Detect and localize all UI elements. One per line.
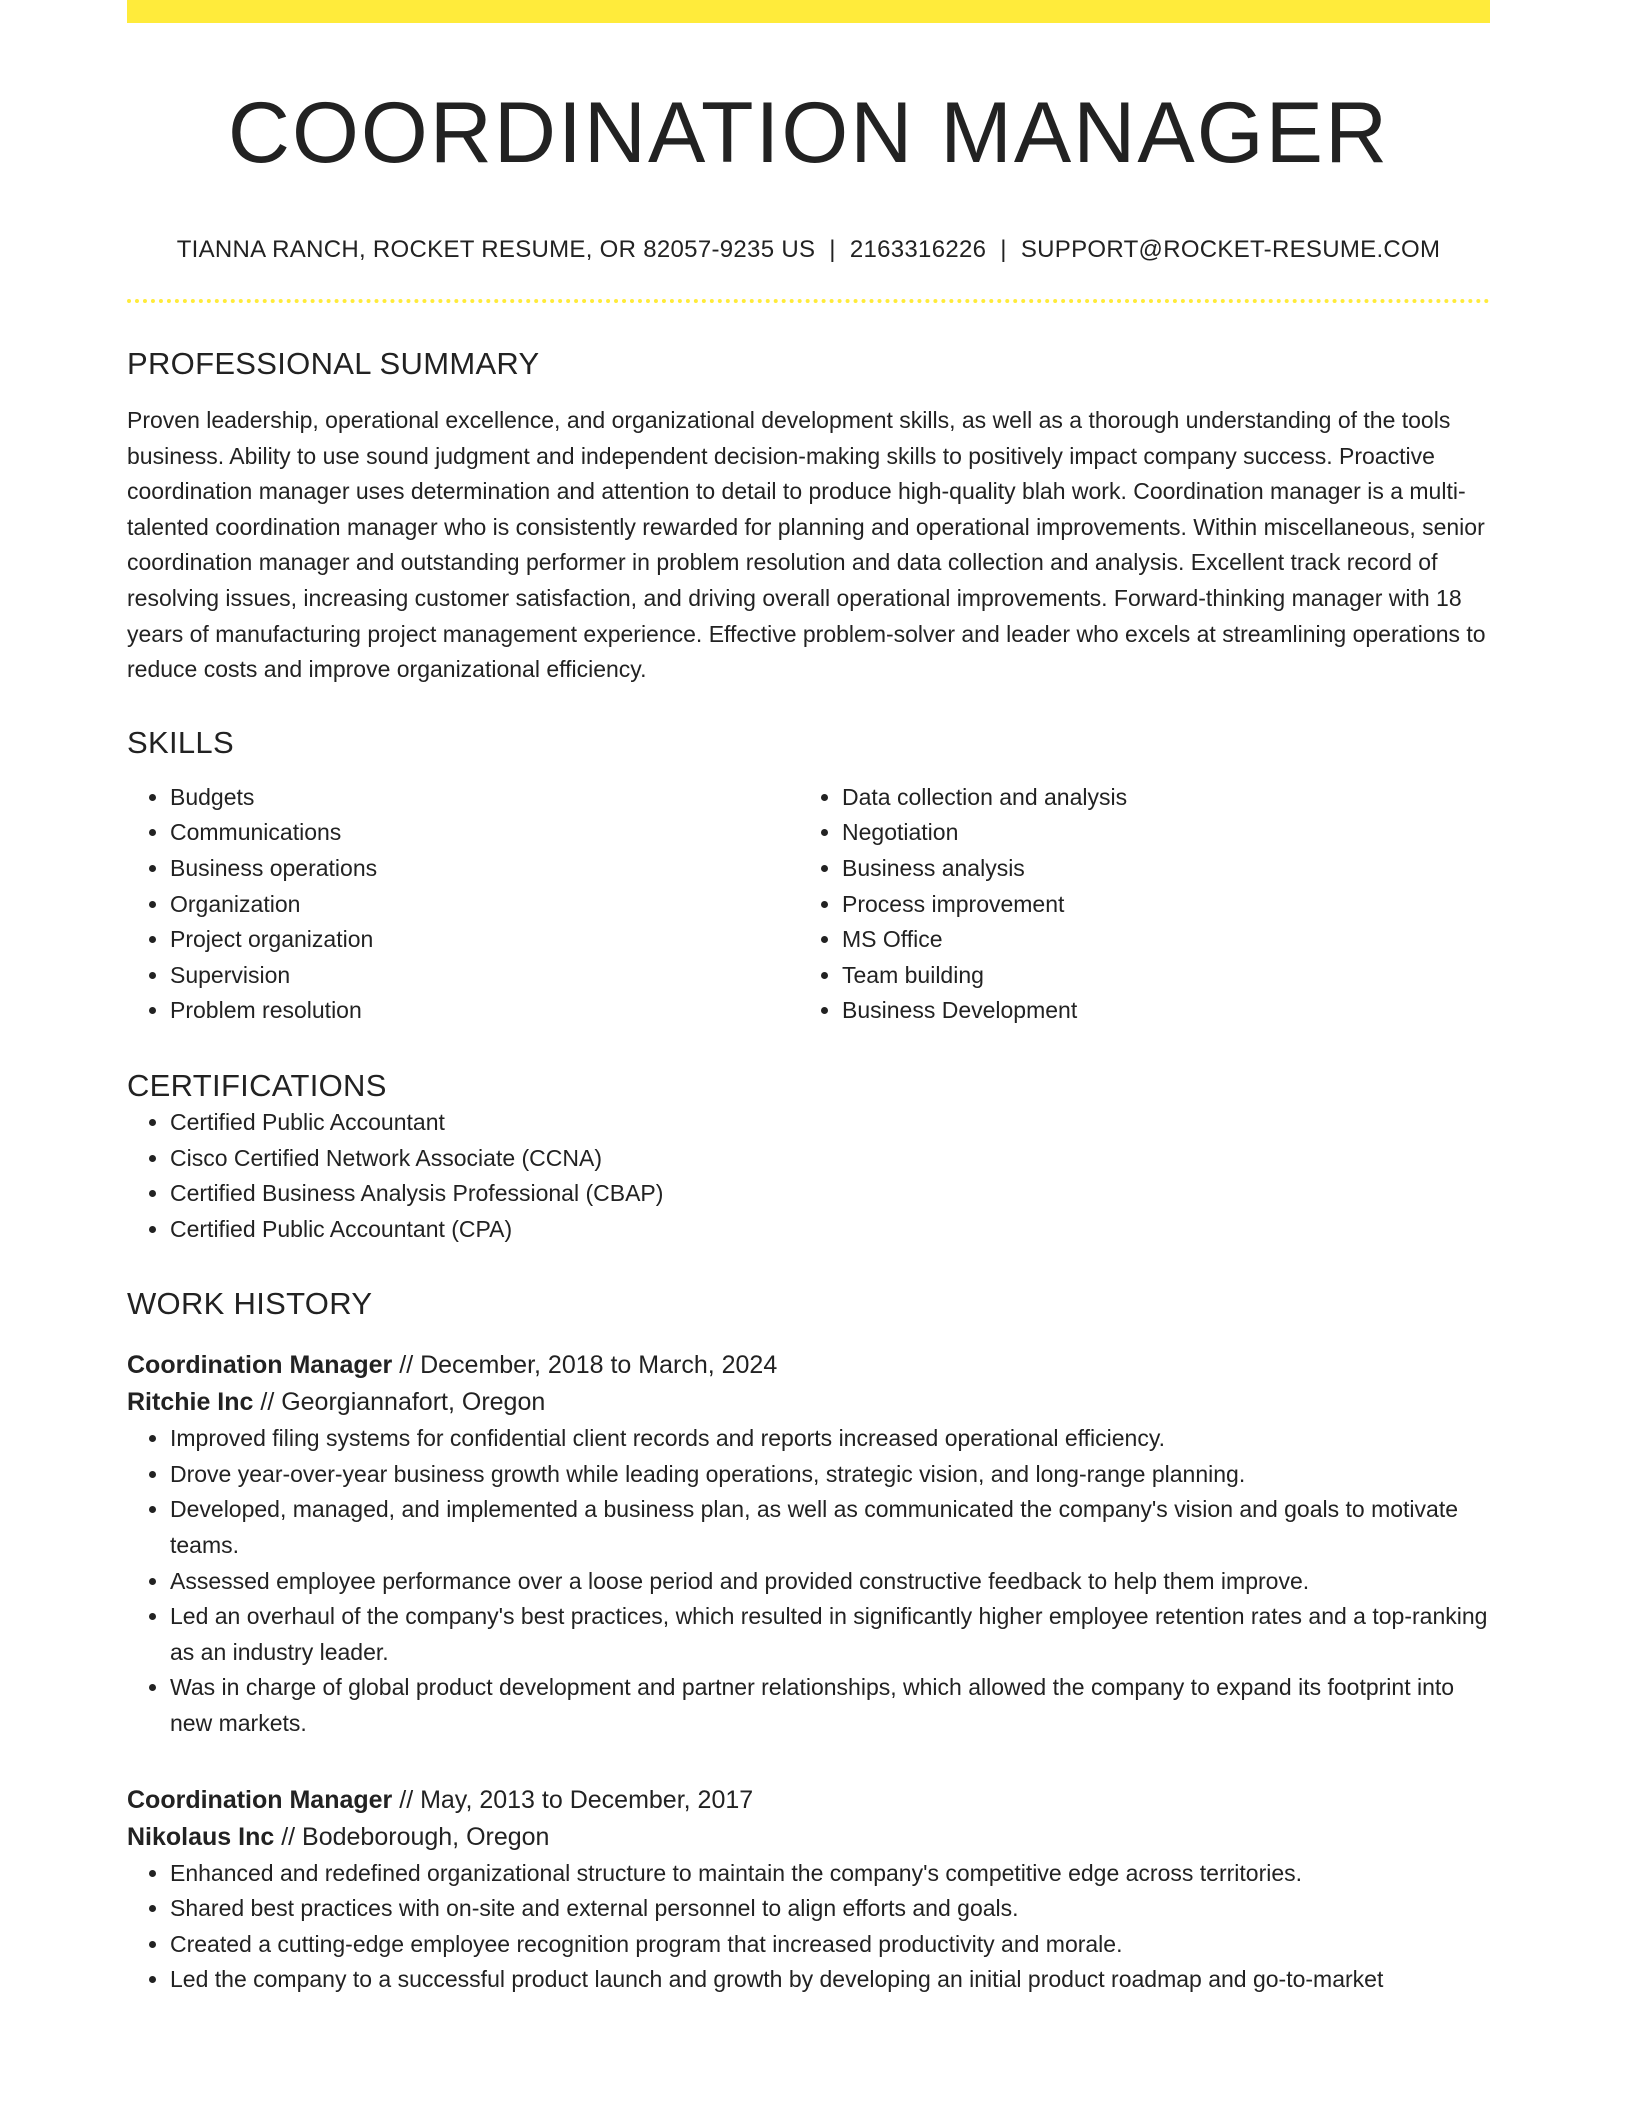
job-bullets: [127, 1421, 1490, 1741]
job-bullets: [127, 1856, 1490, 1998]
resume-title: COORDINATION MANAGER: [227, 85, 1390, 181]
job-bullet: • Drove year-over-year business growth while leading operations, strategic vision, and long-range planning.: [170, 1457, 1490, 1493]
job-bullet: • Assessed employee performance over a loose period and provided constructive feedback to help them improve.: [170, 1564, 1490, 1600]
certification-item: • Certified Public Accountant: [170, 1105, 1490, 1141]
skill-item: • Negotiation: [842, 815, 1471, 851]
skill-item: • Project organization: [170, 922, 799, 958]
job-bullet: • Created a cutting-edge employee recognition program that increased productivity and morale.: [170, 1927, 1490, 1963]
summary-heading: PROFESSIONAL SUMMARY: [127, 346, 540, 381]
job-bullet: • Led an overhaul of the company's best practices, which resulted in significantly higher employee retention rates and a top-ranking as an industry leader.: [170, 1599, 1490, 1670]
job-bullet: • Enhanced and redefined organizational structure to maintain the company's competitive edge across territories.: [170, 1856, 1490, 1892]
skill-item: • Data collection and analysis: [842, 780, 1471, 816]
skill-item: • Problem resolution: [170, 993, 799, 1029]
job-bullet: • Improved filing systems for confidential client records and reports increased operational efficiency.: [170, 1421, 1490, 1457]
job-bullet: • Developed, managed, and implemented a business plan, as well as communicated the company's vision and goals to motivate teams.: [170, 1492, 1490, 1563]
skill-item: • Organization: [170, 887, 799, 923]
job-location: // Georgiannafort, Oregon: [253, 1388, 546, 1417]
certification-item: • Certified Public Accountant (CPA): [170, 1212, 1490, 1248]
job-title-line: [127, 1782, 1490, 1819]
skill-item: • Communications: [170, 815, 799, 851]
certification-item: • Cisco Certified Network Associate (CCNA): [170, 1141, 1490, 1177]
certifications-list: [127, 1105, 1490, 1247]
skills-heading: SKILLS: [127, 724, 234, 760]
skill-item: • MS Office: [842, 922, 1471, 958]
skill-item: • Business operations: [170, 851, 799, 887]
job-title: Coordination Manager: [127, 1785, 393, 1814]
job-company: Ritchie Inc: [127, 1388, 254, 1417]
job-company: Nikolaus Inc: [127, 1822, 275, 1851]
job-entry: [127, 1347, 1490, 1741]
skills-columns: [127, 780, 1490, 1029]
job-company-line: [127, 1819, 1490, 1856]
skill-item: • Process improvement: [842, 887, 1471, 923]
skill-item: • Supervision: [170, 958, 799, 994]
certifications-heading: CERTIFICATIONS: [127, 1067, 387, 1103]
skill-item: • Budgets: [170, 780, 799, 816]
contact-email: SUPPORT@ROCKET-RESUME.COM: [1020, 236, 1441, 263]
job-entry: [127, 1782, 1490, 1998]
certification-item: • Certified Business Analysis Professional (CBAP): [170, 1176, 1490, 1212]
contact-separator: |: [1000, 236, 1007, 263]
job-title: Coordination Manager: [127, 1351, 393, 1380]
job-title-line: [127, 1347, 1490, 1384]
resume-content: [127, 23, 1490, 1998]
skills-column-right: [799, 780, 1471, 1029]
job-dates: // December, 2018 to March, 2024: [392, 1351, 778, 1380]
contact-line: [127, 235, 1490, 265]
skill-item: • Team building: [842, 958, 1471, 994]
contact-phone: 2163316226: [849, 236, 987, 263]
job-company-line: [127, 1384, 1490, 1421]
job-location: // Bodeborough, Oregon: [274, 1822, 550, 1851]
skills-column-left: [127, 780, 799, 1029]
dotted-divider: [127, 299, 1490, 303]
work-history-heading: WORK HISTORY: [127, 1286, 373, 1322]
job-dates: // May, 2013 to December, 2017: [392, 1785, 754, 1814]
job-bullet: • Was in charge of global product development and partner relationships, which allowed the company to expand its footprint into new markets.: [170, 1670, 1490, 1741]
summary-text: Proven leadership, operational excellence, and organizational development skills, as well as a thorough understanding of the tools business. Ability to use sound judgment and independent decision-making skills to positively impact company success. Proactive coordination manager uses determination and attention to detail to produce high-quality blah work. Coordination manager is a multi-talented coordination manager who is consistently rewarded for planning and operational improvements. Within miscellaneous, senior coordination manager and outstanding performer in problem resolution and data collection and analysis. Excellent track record of resolving issues, increasing customer satisfaction, and driving overall operational improvements. Forward-thinking manager with 18 years of manufacturing project management experience. Effective problem-solver and leader who excels at streamlining operations to reduce costs and improve organizational efficiency.: [127, 407, 1486, 683]
contact-separator: |: [829, 236, 836, 263]
accent-top-bar: [127, 0, 1490, 23]
job-bullet: • Led the company to a successful product launch and growth by developing an initial product roadmap and go-to-market: [170, 1962, 1490, 1998]
skill-item: • Business Development: [842, 993, 1471, 1029]
skill-item: • Business analysis: [842, 851, 1471, 887]
job-bullet: • Shared best practices with on-site and external personnel to align efforts and goals.: [170, 1891, 1490, 1927]
contact-address: TIANNA RANCH, ROCKET RESUME, OR 82057-9235 US: [176, 236, 816, 263]
